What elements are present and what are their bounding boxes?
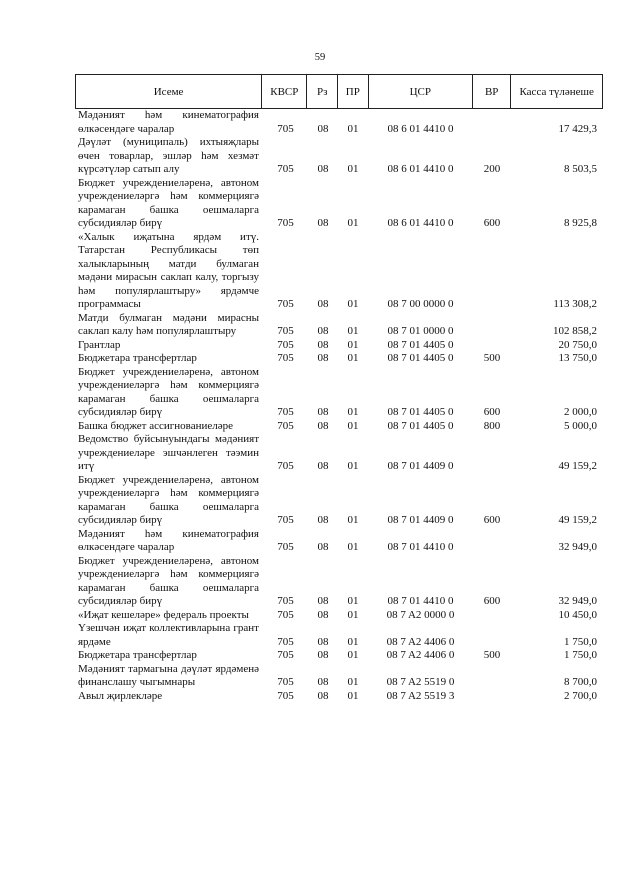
row-name: Бюджет учреждениеләренә, автоном учреждениеләргә һәм коммерциягә карамаган башка оешмаларга субсидияләр бирү [78, 365, 259, 418]
table-row [75, 109, 603, 136]
row-name: Бюджетара трансфертлар [78, 649, 197, 661]
row-csr: 08 7 01 4405 0 [387, 352, 454, 364]
row-vr: 600 [483, 406, 501, 418]
row-csr: 08 7 A2 5519 0 [386, 676, 455, 688]
row-csr: 08 7 01 0000 0 [387, 325, 454, 337]
row-name: Дәүләт (муниципаль) ихтыяҗлары өчен товарлар, эшләр һәм хезмәт күрсәтүләр сатып алу [78, 136, 259, 175]
row-csr: 08 7 01 4410 0 [387, 595, 454, 607]
row-rz: 08 [317, 689, 329, 702]
row-rz: 08 [317, 419, 329, 432]
row-sum: 32 949,0 [558, 595, 597, 607]
row-kvsr: 705 [277, 352, 294, 364]
row-sum: 8 503,5 [564, 163, 597, 175]
row-csr: 08 7 A2 4406 0 [386, 635, 455, 648]
row-rz: 08 [317, 608, 329, 621]
row-pr: 01 [347, 635, 359, 648]
row-pr: 01 [347, 352, 359, 364]
row-kvsr: 705 [277, 460, 294, 472]
row-rz: 08 [317, 676, 329, 688]
row-csr: 08 7 01 4405 0 [387, 406, 454, 418]
row-name: Бюджетара трансфертлар [78, 352, 197, 364]
row-name: Грантлар [78, 338, 121, 351]
header-rz: Рз [306, 75, 337, 108]
table-row [75, 609, 603, 623]
row-kvsr: 705 [277, 595, 294, 607]
row-csr: 08 7 01 4409 0 [387, 460, 454, 472]
header-csr: ЦСР [368, 75, 472, 108]
row-pr: 01 [347, 406, 359, 418]
row-kvsr: 705 [277, 676, 294, 688]
table-row [75, 528, 603, 555]
row-kvsr: 705 [277, 419, 294, 432]
row-pr: 01 [347, 338, 359, 351]
header-pr: ПР [337, 75, 368, 108]
header-sum: Касса түләнеше [510, 75, 603, 108]
row-pr: 01 [347, 608, 359, 621]
row-vr: 600 [483, 595, 501, 607]
row-sum: 49 159,2 [558, 460, 597, 472]
table-row [75, 231, 603, 312]
row-csr: 08 6 01 4410 0 [387, 163, 454, 175]
row-sum: 8 925,8 [564, 217, 597, 229]
table-row [75, 690, 603, 704]
row-rz: 08 [317, 325, 329, 337]
row-sum: 2 700,0 [564, 689, 597, 702]
row-name: Бюджет учреждениеләренә, автоном учреждениеләргә һәм коммерциягә карамаган башка оешмаларга субсидияләр бирү [78, 176, 259, 229]
row-csr: 08 7 01 4405 0 [387, 419, 454, 432]
row-kvsr: 705 [277, 338, 294, 351]
row-csr: 08 7 A2 5519 3 [386, 689, 455, 702]
row-sum: 5 000,0 [564, 419, 597, 432]
table-row [75, 177, 603, 231]
table-row [75, 420, 603, 434]
row-kvsr: 705 [277, 325, 294, 337]
row-sum: 17 429,3 [558, 122, 597, 135]
row-csr: 08 6 01 4410 0 [387, 217, 454, 229]
row-name: «Халык иҗатына ярдәм итү. Татарстан Республикасы төп халыкларының матди булмаган мәдәни мирасын саклап калу, торгызу һәм популярлаштыру» ярдәмче программасы [78, 230, 259, 310]
row-sum: 13 750,0 [558, 352, 597, 364]
table-header [75, 74, 603, 109]
row-sum: 20 750,0 [558, 338, 597, 351]
header-vr: ВР [472, 75, 510, 108]
row-name: «Иҗат кешеләре» федераль проекты [78, 608, 249, 621]
row-vr: 500 [483, 649, 501, 661]
row-kvsr: 705 [277, 541, 294, 553]
row-pr: 01 [347, 649, 359, 661]
table-row [75, 339, 603, 353]
row-rz: 08 [317, 338, 329, 351]
table-body [75, 109, 603, 703]
row-csr: 08 7 A2 0000 0 [386, 608, 455, 621]
row-name: Үзешчән иҗат коллективларына грант ярдәме [78, 622, 259, 648]
row-rz: 08 [317, 298, 329, 310]
table-row [75, 622, 603, 649]
row-name: Авыл җирлекләре [78, 689, 163, 702]
table-row [75, 366, 603, 420]
row-rz: 08 [317, 460, 329, 472]
row-csr: 08 7 01 4405 0 [387, 338, 454, 351]
table-row [75, 352, 603, 366]
row-kvsr: 705 [277, 608, 294, 621]
table-row [75, 649, 603, 663]
row-sum: 102 858,2 [553, 325, 597, 337]
budget-table [75, 74, 603, 703]
row-pr: 01 [347, 460, 359, 472]
row-name: Мәдәният һәм кинематография өлкәсендәге чаралар [78, 527, 259, 553]
row-vr: 500 [483, 352, 501, 364]
row-rz: 08 [317, 217, 329, 229]
row-kvsr: 705 [277, 635, 294, 648]
row-rz: 08 [317, 595, 329, 607]
row-csr: 08 7 01 4409 0 [387, 514, 454, 526]
row-rz: 08 [317, 635, 329, 648]
row-csr: 08 7 00 0000 0 [387, 298, 454, 310]
row-pr: 01 [347, 541, 359, 553]
row-rz: 08 [317, 514, 329, 526]
row-name: Бюджет учреждениеләренә, автоном учреждениеләргә һәм коммерциягә карамаган башка оешмаларга субсидияләр бирү [78, 554, 259, 607]
row-pr: 01 [347, 595, 359, 607]
row-pr: 01 [347, 689, 359, 702]
row-sum: 32 949,0 [558, 541, 597, 553]
row-pr: 01 [347, 419, 359, 432]
row-sum: 8 700,0 [564, 676, 597, 688]
table-row [75, 555, 603, 609]
row-pr: 01 [347, 217, 359, 229]
page-number: 59 [314, 52, 326, 63]
row-name: Матди булмаган мәдәни мирасны саклап калу һәм популярлаштыру [78, 311, 259, 337]
row-pr: 01 [347, 298, 359, 310]
row-vr: 800 [483, 419, 501, 432]
row-name: Мәдәният тармагына дәүләт ярдәменә финанслашу чыгымнары [78, 662, 259, 688]
row-sum: 10 450,0 [558, 608, 597, 621]
table-row [75, 136, 603, 177]
row-vr: 600 [483, 217, 501, 229]
row-csr: 08 7 01 4410 0 [387, 541, 454, 553]
row-kvsr: 705 [277, 406, 294, 418]
row-sum: 2 000,0 [564, 406, 597, 418]
row-name: Ведомство буйсынуындагы мәдәният учреждениеләре эшчәнлеген тәэмин итү [78, 433, 259, 472]
row-rz: 08 [317, 352, 329, 364]
row-csr: 08 6 01 4410 0 [387, 122, 454, 135]
row-kvsr: 705 [277, 217, 294, 229]
row-sum: 49 159,2 [558, 514, 597, 526]
row-pr: 01 [347, 676, 359, 688]
row-name: Бюджет учреждениеләренә, автоном учреждениеләргә һәм коммерциягә карамаган башка оешмаларга субсидияләр бирү [78, 473, 259, 526]
row-csr: 08 7 A2 4406 0 [386, 649, 455, 661]
table-row [75, 474, 603, 528]
row-pr: 01 [347, 325, 359, 337]
header-name: Исеме [75, 75, 261, 108]
row-vr: 600 [483, 514, 501, 526]
row-rz: 08 [317, 649, 329, 661]
row-kvsr: 705 [277, 298, 294, 310]
row-vr: 200 [483, 163, 501, 175]
row-rz: 08 [317, 406, 329, 418]
row-kvsr: 705 [277, 689, 294, 702]
row-kvsr: 705 [277, 163, 294, 175]
row-name: Мәдәният һәм кинематография өлкәсендәге чаралар [78, 109, 259, 135]
row-kvsr: 705 [277, 649, 294, 661]
row-pr: 01 [347, 514, 359, 526]
row-kvsr: 705 [277, 122, 294, 135]
table-row [75, 433, 603, 474]
row-kvsr: 705 [277, 514, 294, 526]
row-rz: 08 [317, 541, 329, 553]
row-sum: 1 750,0 [564, 649, 597, 661]
row-name: Башка бюджет ассигнованиеләре [78, 419, 233, 432]
row-rz: 08 [317, 122, 329, 135]
row-rz: 08 [317, 163, 329, 175]
row-pr: 01 [347, 122, 359, 135]
row-sum: 113 308,2 [553, 298, 597, 310]
table-row [75, 663, 603, 690]
header-kvsr: КВСР [261, 75, 306, 108]
table-row [75, 312, 603, 339]
row-sum: 1 750,0 [564, 635, 597, 648]
row-pr: 01 [347, 163, 359, 175]
